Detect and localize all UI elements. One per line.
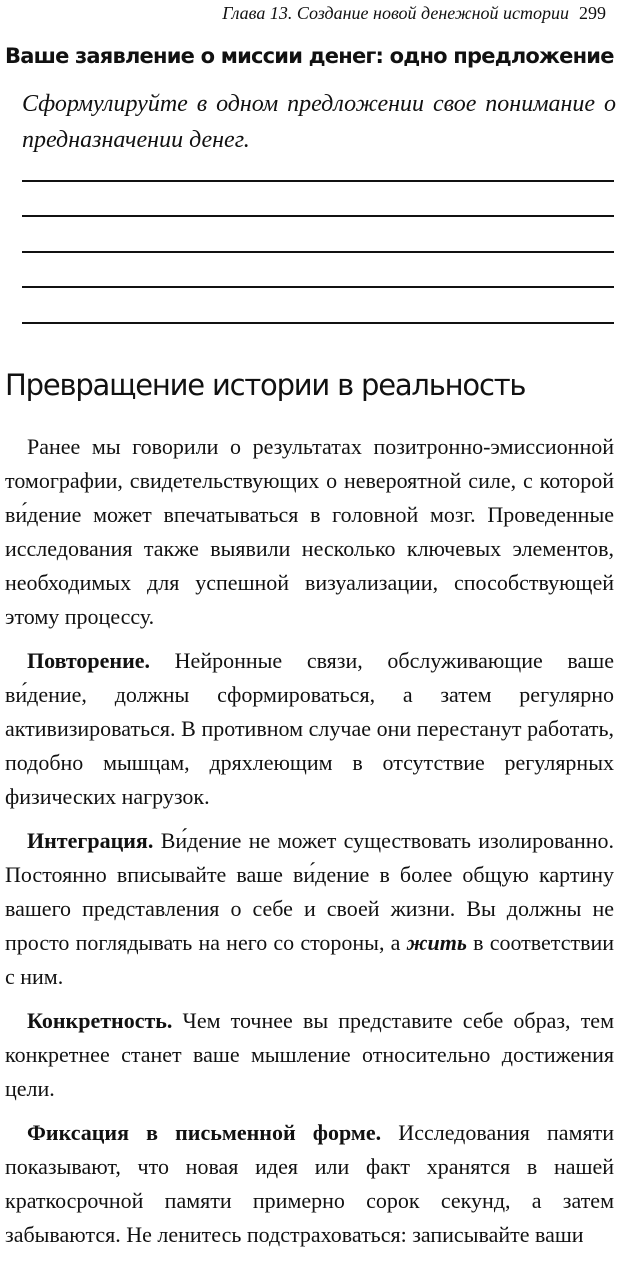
paragraph-writing [5,1116,614,1252]
paragraph-repetition [5,644,614,814]
paragraph-term: Повторение. [27,648,151,673]
mission-heading: Ваше заявление о миссии денег: одно предложение [5,44,614,68]
answer-line-4[interactable] [22,286,614,288]
answer-line-3[interactable] [22,251,614,253]
paragraph-intro [5,430,614,634]
body-text [5,430,614,1262]
running-header [222,2,606,24]
paragraph-text-after: в соответствии с ним. [5,930,615,989]
paragraph-text: Ранее мы говорили о результатах позитронно-эмиссионной томографии, свидетельствующих о невероятной силе, с которой ви́дение может впечатываться в головной мозг. Проведенные исследования также выявили несколько ключевых элементов, необходимых для успешной визуализации, способствующей этому процессу. [5,434,614,629]
paragraph-specificity [5,1004,614,1106]
paragraph-term: Конкретность. [27,1008,173,1033]
paragraph-term: Интеграция. [27,828,154,853]
mission-prompt: Сформулируйте в одном предложении свое понимание о предназначении денег. [22,91,616,153]
paragraph-text: Ви́дение не может существовать изолированно. Постоянно вписывайте ваше ви́дение в более общую картину вашего представления о себе и своей жизни. Вы должны не просто поглядывать на него со стороны, а [5,828,614,955]
page-number: 299 [579,3,606,23]
paragraph-term: Фиксация в письменной форме. [27,1120,382,1145]
paragraph-text: Нейронные связи, обслуживающие ваше ви́дение, должны сформироваться, а затем регулярно активизироваться. В противном случае они перестанут работать, подобно мышцам, дряхлеющим в отсутствие регулярных физических нагрузок. [5,648,614,809]
paragraph-text: Чем точнее вы представите себе образ, тем конкретнее станет ваше мышление относительно достижения цели. [5,1008,614,1101]
paragraph-text: Исследования памяти показывают, что новая идея или факт хранятся в нашей краткосрочной памяти примерно сорок секунд, а затем забываются. Не ленитесь подстраховаться: записывайте ваши [5,1120,614,1247]
paragraph-integration [5,824,614,994]
chapter-title: Глава 13. Создание новой денежной истории [222,3,569,23]
answer-line-5[interactable] [22,322,614,324]
section-heading: Превращение истории в реальность [5,368,526,402]
answer-line-1[interactable] [22,180,614,182]
answer-line-2[interactable] [22,215,614,217]
emphasis: жить [406,930,467,955]
